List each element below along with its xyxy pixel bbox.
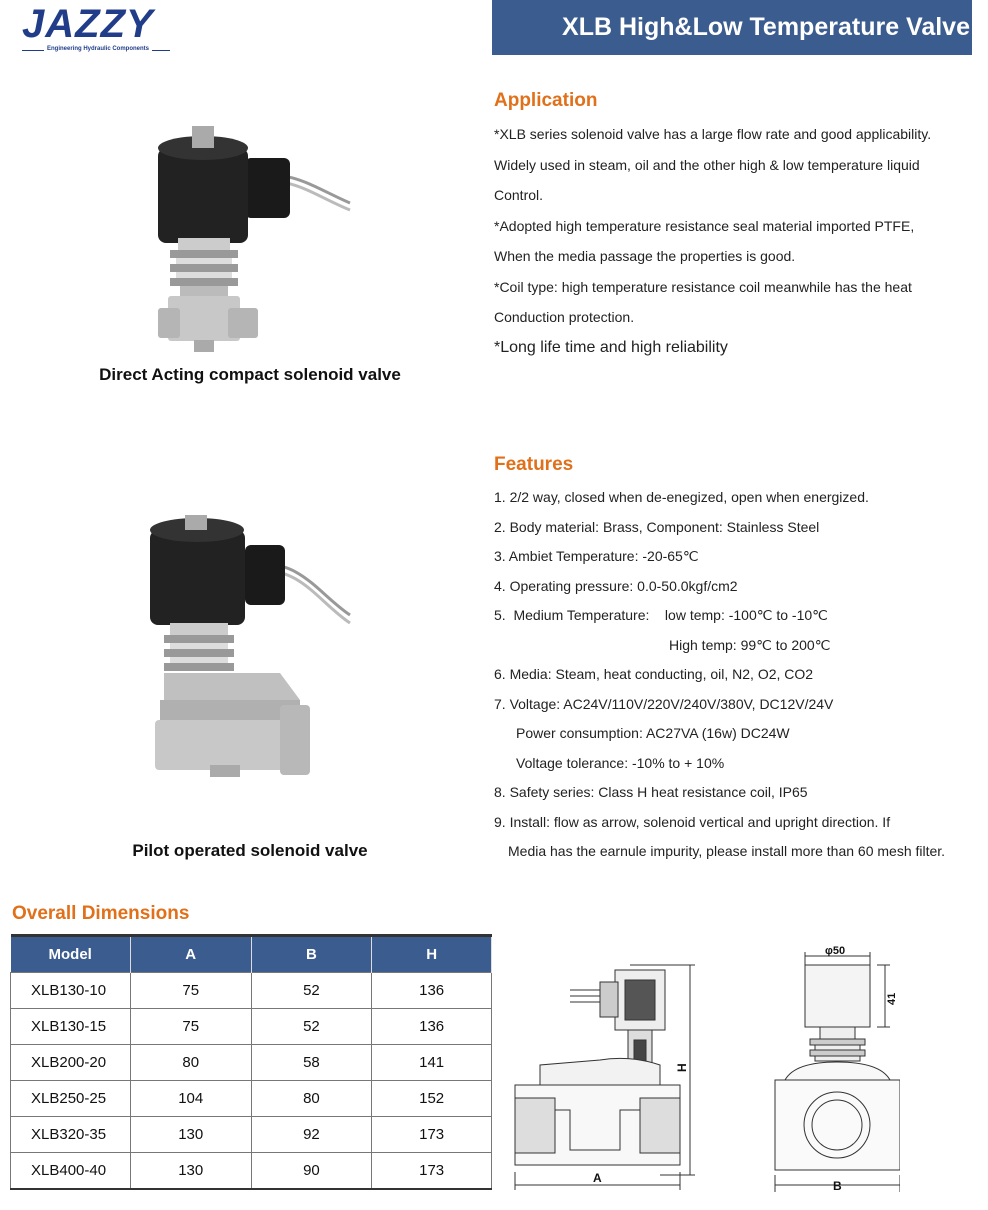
- model-cell: XLB250-25: [11, 1081, 131, 1117]
- column-header: H: [372, 936, 492, 973]
- model-cell: XLB130-10: [11, 973, 131, 1009]
- features-list: [494, 483, 984, 867]
- b-cell: 52: [251, 1009, 372, 1045]
- feature-item: Power consumption: AC27VA (16w) DC24W: [516, 725, 790, 741]
- application-line: Control.: [494, 187, 544, 203]
- a-cell: 75: [130, 1009, 251, 1045]
- logo-tagline: Engineering Hydraulic Components: [44, 46, 152, 52]
- feature-item: 3. Ambiet Temperature: -20-65℃: [494, 548, 699, 564]
- dimension-label-h: H: [675, 1063, 689, 1072]
- feature-item: 8. Safety series: Class H heat resistance coil, IP65: [494, 784, 808, 800]
- pilot-operated-caption: Pilot operated solenoid valve: [132, 841, 368, 860]
- feature-item: Voltage tolerance: -10% to + 10%: [516, 754, 725, 771]
- model-cell: XLB400-40: [11, 1153, 131, 1190]
- feature-item: 2. Body material: Brass, Component: Stainless Steel: [494, 518, 820, 535]
- dimension-label-a: A: [593, 1171, 602, 1185]
- application-title: Application: [494, 90, 598, 111]
- feature-item: High temp: 99℃ to 200℃: [669, 636, 831, 653]
- application-line: Widely used in steam, oil and the other high & low temperature liquid: [494, 156, 920, 173]
- table-row: [11, 1117, 492, 1153]
- direct-acting-caption: Direct Acting compact solenoid valve: [99, 365, 401, 384]
- table-row: [11, 1009, 492, 1045]
- h-cell: 173: [372, 1117, 492, 1153]
- dimension-label-b: B: [833, 1179, 842, 1193]
- h-cell: 173: [372, 1153, 492, 1190]
- table-row: [11, 1045, 492, 1081]
- a-cell: 104: [130, 1081, 251, 1117]
- feature-item: 1. 2/2 way, closed when de-enegized, open when energized.: [494, 489, 869, 505]
- a-cell: 80: [130, 1045, 251, 1081]
- h-cell: 136: [372, 1009, 492, 1045]
- a-cell: 130: [130, 1153, 251, 1190]
- side-section-drawing: [510, 960, 710, 1195]
- table-header-row: [11, 936, 492, 973]
- feature-item: 4. Operating pressure: 0.0-50.0kgf/cm2: [494, 577, 738, 594]
- application-line: *XLB series solenoid valve has a large flow rate and good applicability.: [494, 126, 932, 142]
- application-line: Conduction protection.: [494, 309, 635, 325]
- table-row: [11, 1081, 492, 1117]
- model-cell: XLB130-15: [11, 1009, 131, 1045]
- h-cell: 136: [372, 973, 492, 1009]
- application-text: [494, 119, 974, 363]
- application-line: *Coil type: high temperature resistance coil meanwhile has the heat: [494, 278, 912, 295]
- feature-item: 9. Install: flow as arrow, solenoid vertical and upright direction. If: [494, 813, 891, 830]
- table-row: [11, 973, 492, 1009]
- a-cell: 130: [130, 1117, 251, 1153]
- b-cell: 90: [251, 1153, 372, 1190]
- feature-item: Media has the earnule impurity, please install more than 60 mesh filter.: [508, 843, 946, 859]
- dimensions-table: [10, 934, 492, 1190]
- b-cell: 80: [251, 1081, 372, 1117]
- h-cell: 152: [372, 1081, 492, 1117]
- direct-acting-valve-image: [150, 118, 360, 358]
- b-cell: 92: [251, 1117, 372, 1153]
- brand-logo: [22, 4, 172, 54]
- b-cell: 58: [251, 1045, 372, 1081]
- logo-name: JAZZY: [22, 2, 154, 46]
- application-line: When the media passage the properties is good.: [494, 248, 796, 264]
- b-cell: 52: [251, 973, 372, 1009]
- front-view-drawing: [765, 940, 900, 1195]
- application-line: *Long life time and high reliability: [494, 338, 728, 356]
- dimension-label-coil-height: 41: [886, 992, 898, 1005]
- column-header: A: [130, 936, 251, 973]
- a-cell: 75: [130, 973, 251, 1009]
- h-cell: 141: [372, 1045, 492, 1081]
- model-cell: XLB200-20: [11, 1045, 131, 1081]
- feature-item: 7. Voltage: AC24V/110V/220V/240V/380V, DC12V/24V: [494, 695, 834, 712]
- page-title: XLB High&Low Temperature Valve: [492, 0, 972, 55]
- feature-item: 5. Medium Temperature: low temp: -100℃ to -10℃: [494, 607, 828, 623]
- column-header: Model: [11, 936, 131, 973]
- feature-item: 6. Media: Steam, heat conducting, oil, N2, O2, CO2: [494, 666, 814, 682]
- dimension-label-phi: φ50: [825, 945, 846, 957]
- model-cell: XLB320-35: [11, 1117, 131, 1153]
- features-title: Features: [494, 454, 574, 475]
- pilot-operated-valve-image: [150, 515, 360, 780]
- table-row: [11, 1153, 492, 1190]
- application-line: *Adopted high temperature resistance seal material imported PTFE,: [494, 217, 915, 234]
- column-header: B: [251, 936, 372, 973]
- dimensions-title: Overall Dimensions: [12, 903, 190, 924]
